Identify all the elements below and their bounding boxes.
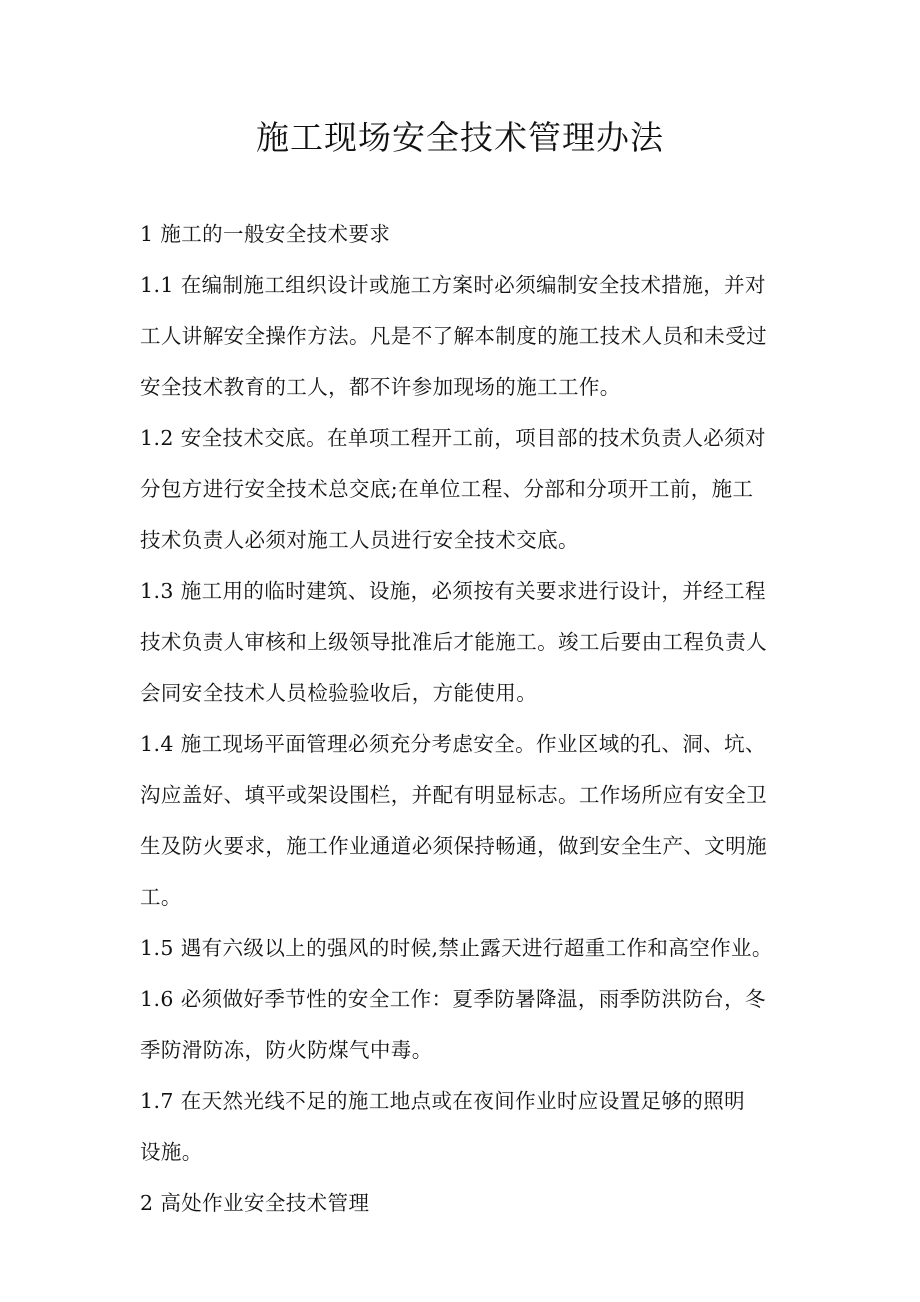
clause-1-4	[140, 719, 800, 923]
text-line: 1.7 在天然光线不足的施工地点或在夜间作业时应设置足够的照明	[140, 1089, 746, 1113]
document-body	[140, 209, 800, 1229]
text-line: 1.1 在编制施工组织设计或施工方案时必须编制安全技术措施，并对	[140, 273, 766, 297]
text-line: 1.5 遇有六级以上的强风的时候,禁止露天进行超重工作和高空作业。	[140, 936, 773, 960]
clause-1-1	[140, 260, 800, 413]
text-line: 1.2 安全技术交底。在单项工程开工前，项目部的技术负责人必须对	[140, 426, 766, 450]
clause-1-5	[140, 923, 800, 974]
text-line: 1 施工的一般安全技术要求	[140, 222, 391, 246]
text-line: 工。	[140, 885, 182, 909]
text-line: 设施。	[140, 1140, 203, 1164]
text-line: 分包方进行安全技术总交底;在单位工程、分部和分项开工前，施工	[140, 477, 754, 501]
section-heading-1	[140, 209, 800, 260]
text-line: 技术负责人审核和上级领导批准后才能施工。竣工后要由工程负责人	[140, 630, 767, 654]
text-line: 会同安全技术人员检验验收后，方能使用。	[140, 681, 538, 705]
clause-1-6	[140, 974, 800, 1076]
text-line: 生及防火要求，施工作业通道必须保持畅通，做到安全生产、文明施	[140, 834, 767, 858]
document-title: 施工现场安全技术管理办法	[256, 118, 664, 157]
text-line: 1.6 必须做好季节性的安全工作：夏季防暑降温，雨季防洪防台，冬	[140, 987, 766, 1011]
text-line: 工人讲解安全操作方法。凡是不了解本制度的施工技术人员和未受过	[140, 324, 767, 348]
text-line: 沟应盖好、填平或架设围栏，并配有明显标志。工作场所应有安全卫	[140, 783, 767, 807]
section-heading-2	[140, 1178, 800, 1229]
text-line: 安全技术教育的工人，都不许参加现场的施工工作。	[140, 375, 621, 399]
clause-1-3	[140, 566, 800, 719]
clause-1-2	[140, 413, 800, 566]
text-line: 季防滑防冻，防火防煤气中毒。	[140, 1038, 433, 1062]
text-line: 1.3 施工用的临时建筑、设施，必须按有关要求进行设计，并经工程	[140, 579, 766, 603]
text-line: 技术负责人必须对施工人员进行安全技术交底。	[140, 528, 579, 552]
text-line: 2 高处作业安全技术管理	[140, 1191, 370, 1215]
text-line: 1.4 施工现场平面管理必须充分考虑安全。作业区域的孔、洞、坑、	[140, 732, 766, 756]
clause-1-7	[140, 1076, 800, 1178]
